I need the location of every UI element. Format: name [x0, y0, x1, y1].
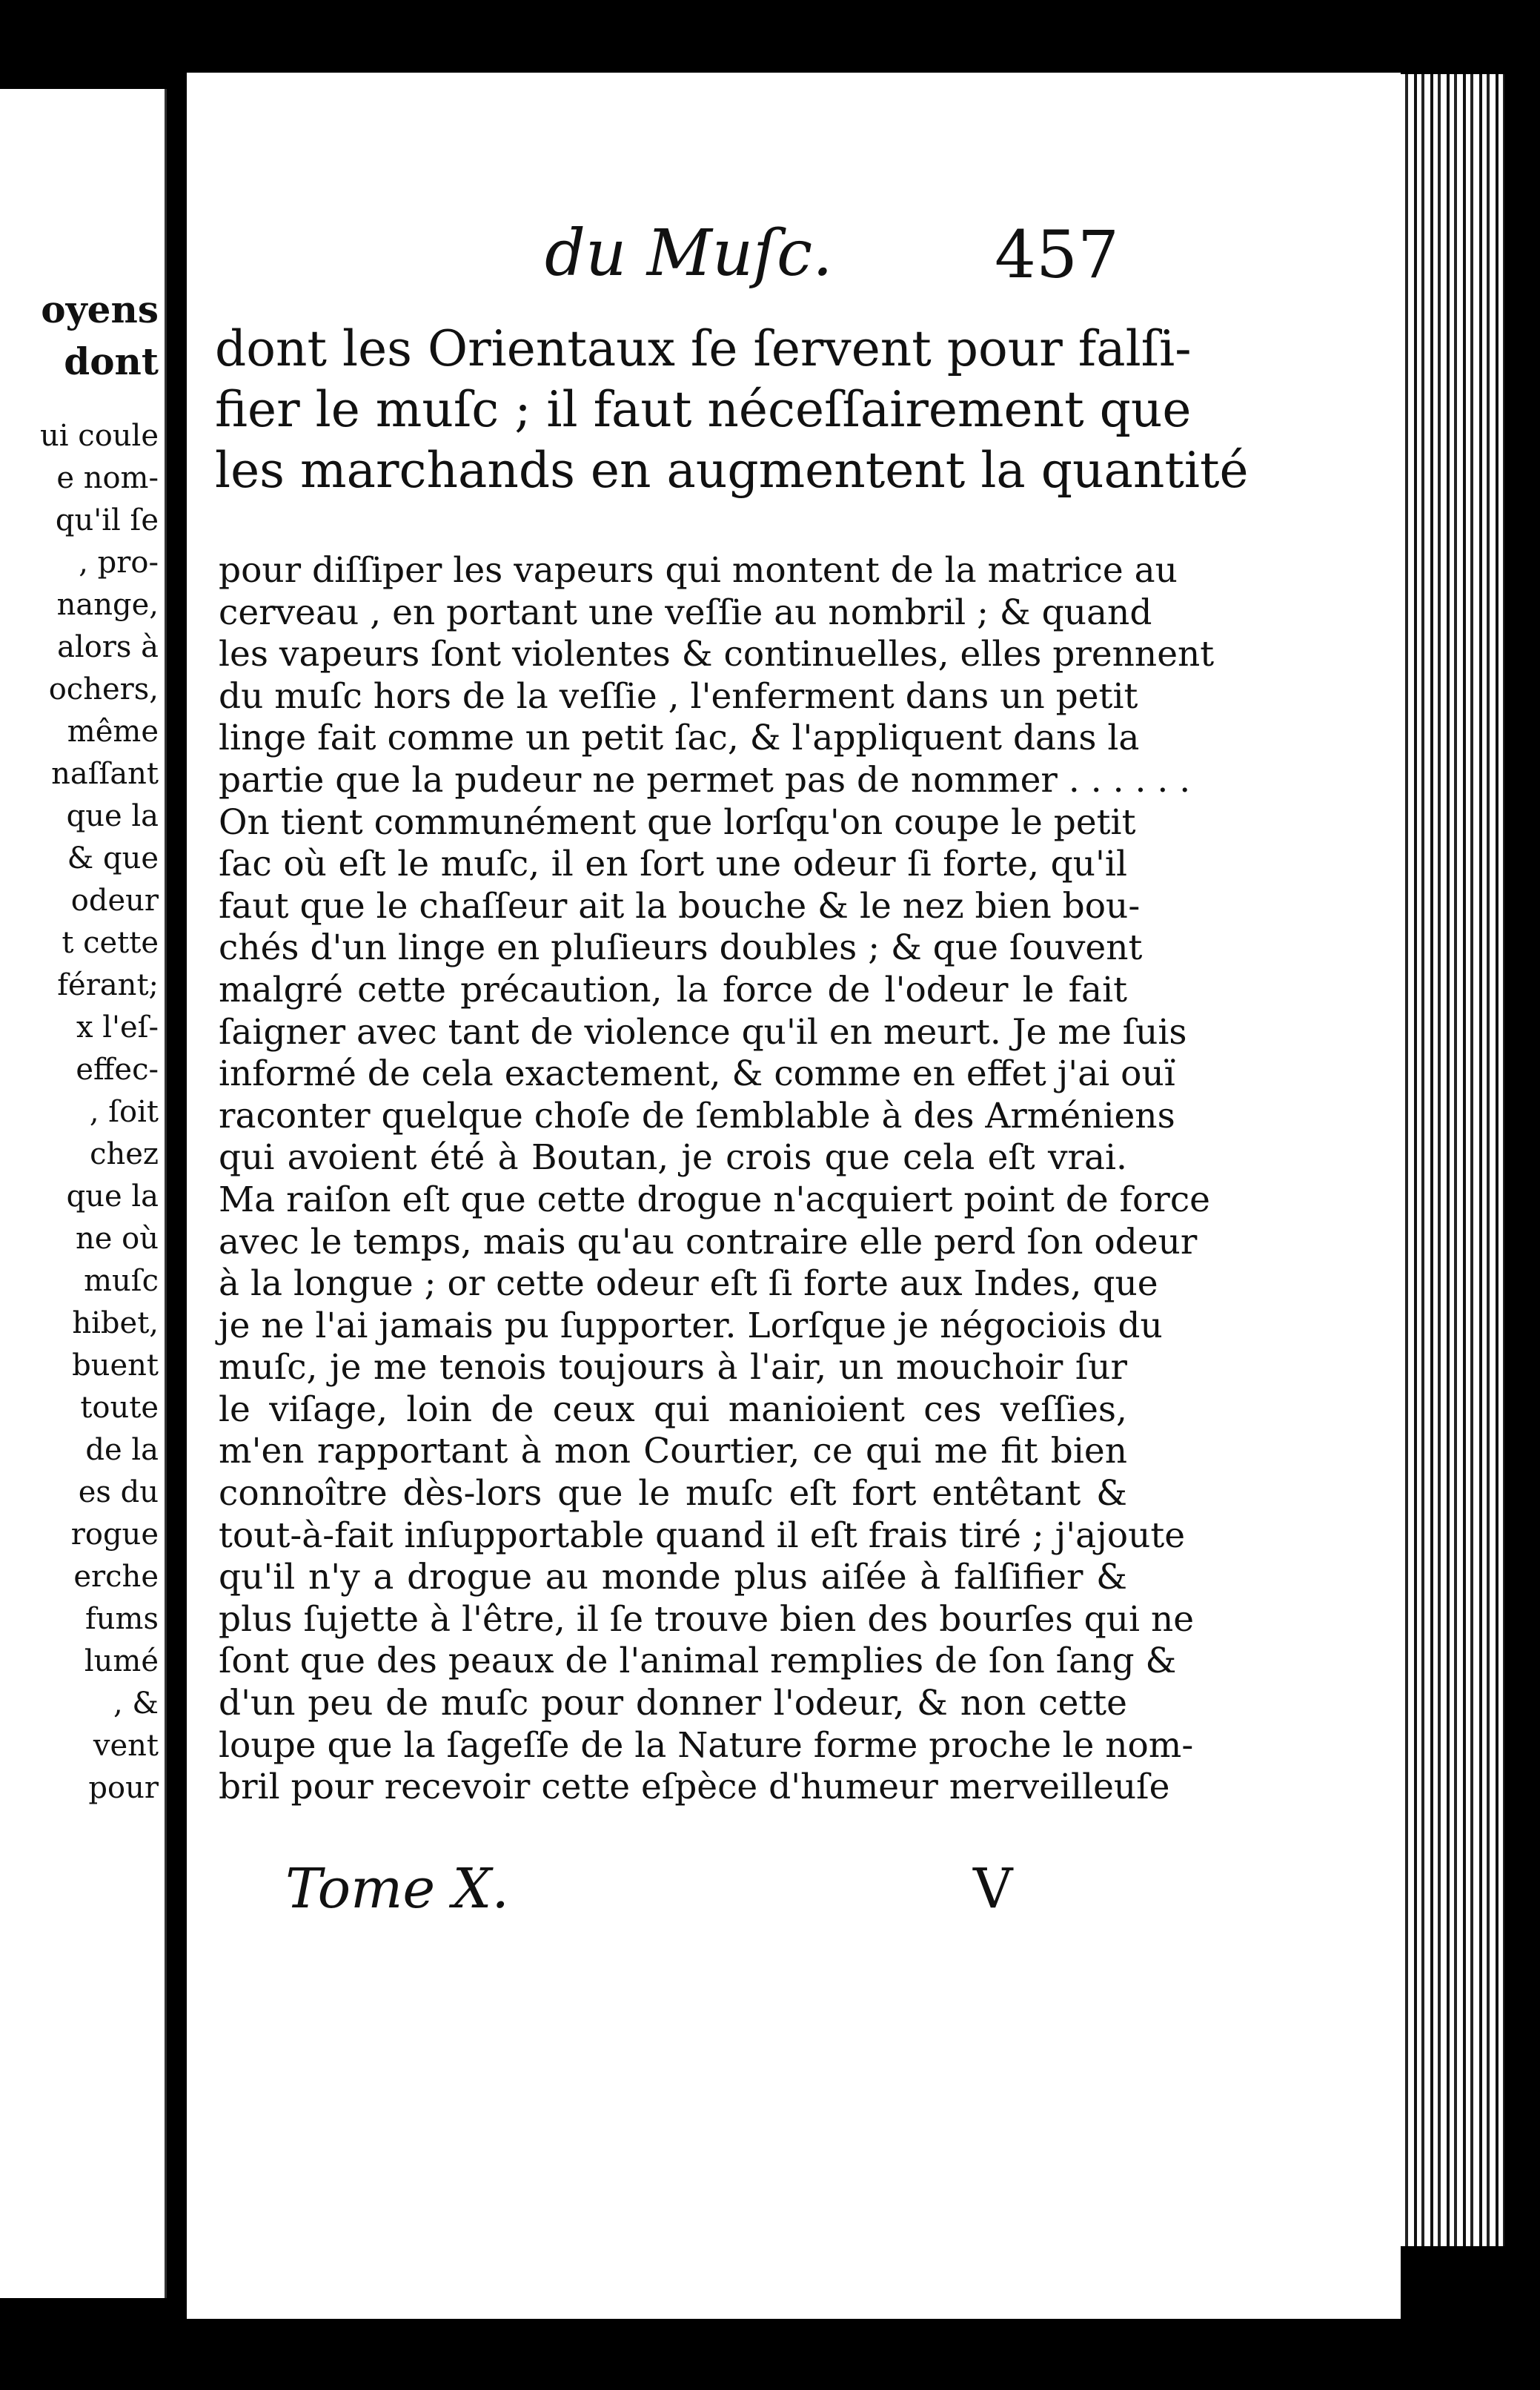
lead-paragraph: [215, 319, 1249, 501]
text-line: raconter quelque choſe de ſemblable à des Arméniens: [219, 1095, 1175, 1136]
running-head: du Muſc.: [545, 216, 833, 291]
left-page-line: ui coule: [40, 419, 159, 453]
text-line: qu'il n'y a drogue au monde plus aiſée à falſifier &: [219, 1557, 1127, 1598]
text-line: linge fait comme un petit ſac, & l'appliquent dans la: [219, 718, 1140, 759]
text-line: malgré cette précaution, la force de l'odeur le fait: [219, 969, 1127, 1010]
text-line: chés d'un linge en pluſieurs doubles ; & que ſouvent: [219, 927, 1143, 969]
text-line: informé de cela exactement, & comme en effet j'ai ouï: [219, 1053, 1175, 1095]
left-page-line: nange,: [56, 588, 159, 622]
left-page-line: x l'eſ-: [76, 1010, 159, 1045]
text-line: pour diſſiper les vapeurs qui montent de la matrice au: [219, 550, 1178, 591]
signature-mark: V: [973, 1857, 1013, 1921]
text-line: avec le temps, mais qu'au contraire elle perd ſon odeur: [219, 1221, 1198, 1262]
left-page-line: que la: [66, 799, 159, 833]
left-page-line: ochers,: [48, 672, 159, 706]
text-line: plus ſujette à l'être, il ſe trouve bien des bourſes qui ne: [219, 1598, 1195, 1640]
left-page-line: vent: [93, 1729, 159, 1763]
text-line: ſac où eſt le muſc, il en ſort une odeur ſi forte, qu'il: [219, 844, 1127, 885]
left-page-line: même: [67, 715, 159, 749]
text-line: les marchands en augmentent la quantité: [215, 442, 1249, 499]
page-edges: [1401, 74, 1504, 2246]
left-page-line: , ſoit: [89, 1095, 159, 1129]
left-page-line: dont: [64, 340, 159, 383]
text-line: fier le muſc ; il faut néceſſairement que: [215, 381, 1192, 438]
text-line: partie que la pudeur ne permet pas de nommer . . . . . .: [219, 759, 1191, 801]
text-line: qui avoient été à Boutan, je crois que cela eſt vrai.: [219, 1137, 1127, 1179]
text-line: connoître dès-lors que le muſc eſt fort entêtant &: [219, 1473, 1127, 1515]
left-page-line: buent: [72, 1348, 159, 1383]
left-page-line: odeur: [70, 884, 159, 918]
left-page-line: rogue: [70, 1517, 159, 1552]
text-line: On tient communément que lorſqu'on coupe le petit: [219, 801, 1136, 843]
text-line: les vapeurs ſont violentes & continuelles, elles prennent: [219, 634, 1215, 675]
left-page-line: toute: [80, 1391, 159, 1425]
left-page-line: naſſant: [51, 757, 159, 791]
text-line: m'en rapportant à mon Courtier, ce qui me fit bien: [219, 1431, 1127, 1472]
left-page-line: muſc: [84, 1264, 159, 1298]
left-page-line: lumé: [84, 1644, 159, 1678]
left-page-line: erche: [73, 1560, 159, 1594]
text-line: bril pour recevoir cette eſpèce d'humeur merveilleuſe: [219, 1767, 1170, 1808]
text-line: dont les Orientaux ſe ſervent pour falſi-: [215, 320, 1192, 377]
left-page-line: t cette: [62, 926, 159, 960]
left-page-line: hibet,: [72, 1306, 159, 1340]
left-page-line: chez: [90, 1137, 159, 1171]
text-line: Ma raiſon eſt que cette drogue n'acquiert point de force: [219, 1179, 1210, 1220]
left-page-line: , &: [113, 1686, 159, 1721]
page-number: 457: [995, 216, 1119, 293]
left-page-line: & que: [67, 841, 159, 875]
quotation-block: [219, 550, 1215, 1809]
text-line: cerveau , en portant une veſſie au nombril ; & quand: [219, 592, 1152, 633]
left-page-line: pour: [88, 1771, 159, 1805]
text-line: muſc, je me tenois toujours à l'air, un mouchoir ſur: [219, 1347, 1127, 1388]
text-line: loupe que la ſageſſe de la Nature forme proche le nom-: [219, 1724, 1194, 1766]
left-page-line: férant;: [57, 968, 159, 1002]
left-page-line: de la: [85, 1433, 159, 1467]
left-page-line: fums: [84, 1602, 159, 1636]
text-line: je ne l'ai jamais pu ſupporter. Lorſque je négociois du: [219, 1305, 1163, 1346]
text-line: à la longue ; or cette odeur eſt ſi forte aux Indes, que: [219, 1263, 1158, 1305]
left-page-line: e nom-: [56, 461, 159, 495]
tome-label: Tome X.: [285, 1857, 509, 1921]
left-page-line: effec-: [76, 1053, 159, 1087]
text-line: d'un peu de muſc pour donner l'odeur, & non cette: [219, 1683, 1127, 1724]
text-line: ſont que des peaux de l'animal remplies de ſon ſang &: [219, 1641, 1177, 1682]
text-line: ſaigner avec tant de violence qu'il en meurt. Je me ſuis: [219, 1011, 1187, 1053]
left-page-line: qu'il ſe: [55, 503, 159, 537]
left-page-line: que la: [66, 1179, 159, 1214]
left-page: [0, 89, 167, 2298]
left-page-line: ne où: [76, 1222, 159, 1256]
left-page-line: oyens: [41, 288, 159, 331]
text-line: le viſage, loin de ceux qui manioient ces veſſies,: [219, 1388, 1127, 1430]
left-page-line: alors à: [57, 630, 159, 664]
left-page-line: es du: [78, 1475, 159, 1509]
left-page-line: , pro-: [79, 546, 159, 580]
text-line: faut que le chaſſeur ait la bouche & le nez bien bou-: [219, 885, 1141, 927]
text-line: du muſc hors de la veſſie , l'enferment dans un petit: [219, 675, 1138, 717]
text-line: tout-à-fait inſupportable quand il eſt frais tiré ; j'ajoute: [219, 1515, 1186, 1556]
